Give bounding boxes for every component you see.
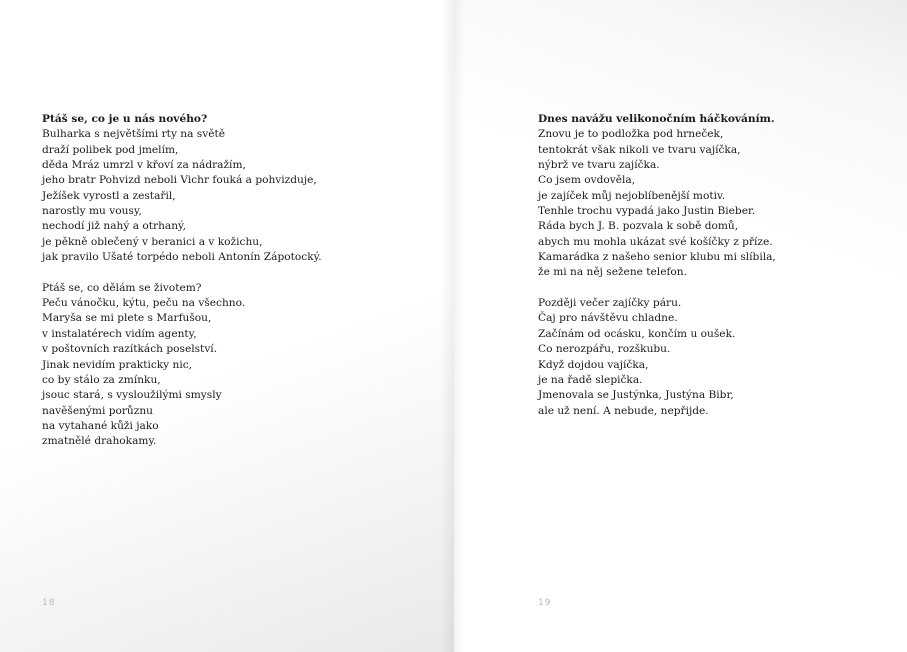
poem-line: Tenhle trochu vypadá jako Justin Bieber. (538, 205, 756, 218)
stanza-gap (538, 281, 776, 296)
poem-line: draží polibek pod jmelím, (42, 143, 179, 156)
poem-line: Peču vánočku, kýtu, peču na všechno. (42, 297, 246, 310)
poem-line: je zajíček můj nejoblíbenější motiv. (538, 189, 726, 202)
poem-line: Jmenovala se Justýnka, Justýna Bibr, (538, 389, 734, 402)
right-page-number: 19 (538, 598, 552, 608)
poem-line: Co nerozpářu, rozškubu. (538, 343, 671, 356)
poem-line: navěšenými porůznu (42, 404, 153, 417)
poem-line: Ptáš se, co dělám se životem? (42, 281, 202, 294)
poem-line: jsouc stará, s vysloužilými smysly (42, 389, 222, 402)
poem-line: Znovu je to podložka pod hrneček, (538, 128, 724, 141)
poem-line: jak pravilo Ušaté torpédo neboli Antonín Zápotocký. (42, 251, 322, 264)
poem-line: na vytahané kůži jako (42, 419, 159, 432)
poem-line: Ježíšek vyrostl a zestařil, (42, 189, 176, 202)
poem-line: Čaj pro návštěvu chladne. (538, 312, 678, 325)
poem-line: že mi na něj sežene telefon. (538, 266, 687, 279)
poem-line: Později večer zajíčky páru. (538, 297, 682, 310)
poem-line: ale už není. A nebude, nepřijde. (538, 404, 709, 417)
stanza-title: Ptáš se, co je u nás nového? (42, 113, 208, 125)
poem-line: Kamarádka z našeho senior klubu mi slíbila, (538, 251, 776, 264)
poem-line: Maryša se mi plete s Marfušou, (42, 312, 212, 325)
poem-line: zmatnělé drahokamy. (42, 435, 157, 448)
poem-line: děda Mráz umrzl v křoví za nádražím, (42, 159, 246, 172)
poem-line: v poštovních razítkách poselství. (42, 343, 218, 356)
left-page-text (42, 112, 322, 450)
poem-line: Když dojdou vajíčka, (538, 358, 649, 371)
stanza-title: Dnes navážu velikonočním háčkováním. (538, 113, 775, 125)
poem-line: jeho bratr Pohvizd neboli Vichr fouká a pohvizduje, (42, 174, 317, 187)
right-page-text (538, 112, 776, 419)
poem-line: Ráda bych J. B. pozvala k sobě domů, (538, 220, 739, 233)
poem-line: je na řadě slepička. (538, 373, 643, 386)
poem-line: co by stálo za zmínku, (42, 373, 161, 386)
right-page (454, 0, 907, 652)
poem-line: v instalatérech vidím agenty, (42, 327, 197, 340)
left-page-number: 18 (42, 598, 56, 608)
poem-line: Jinak nevidím prakticky nic, (42, 358, 193, 371)
poem-line: Bulharka s největšími rty na světě (42, 128, 226, 141)
poem-line: narostly mu vousy, (42, 205, 142, 218)
poem-line: Co jsem ovdověla, (538, 174, 636, 187)
poem-line: nechodí již nahý a otrhaný, (42, 220, 186, 233)
poem-line: abych mu mohla ukázat své košíčky z příze. (538, 235, 773, 248)
poem-line: tentokrát však nikoli ve tvaru vajíčka, (538, 143, 741, 156)
poem-line: Začínám od ocásku, končím u oušek. (538, 327, 736, 340)
poem-line: je pěkně oblečený v beranici a v kožichu, (42, 235, 263, 248)
stanza-gap (42, 265, 322, 280)
poem-line: nýbrž ve tvaru zajíčka. (538, 159, 660, 172)
